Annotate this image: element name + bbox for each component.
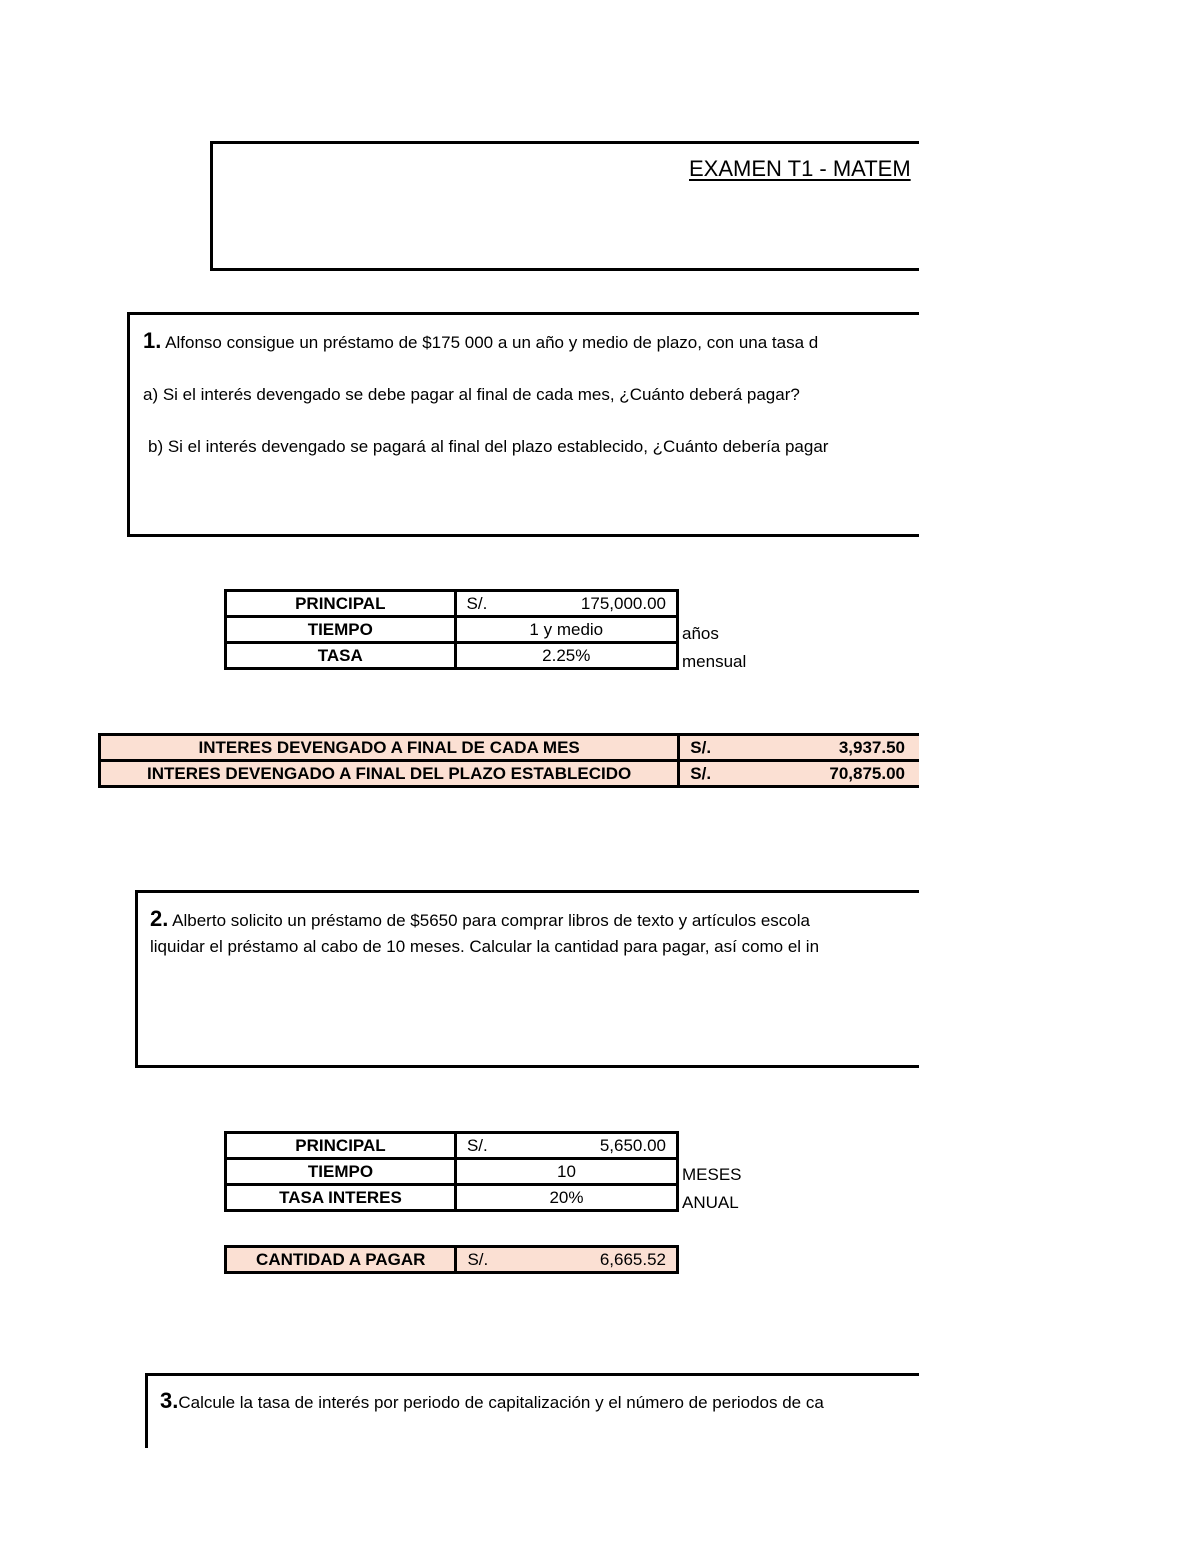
- result-value: 6,665.52: [599, 1250, 666, 1269]
- problem-2-statement: [150, 906, 810, 932]
- unit-label: ANUAL: [682, 1193, 739, 1212]
- problem-1-part-a: a) Si el interés devengado se debe pagar al final de cada mes, ¿Cuánto deberá pagar?: [143, 385, 800, 404]
- problem-2-number: 2.: [150, 906, 169, 931]
- row-label: TASA: [226, 643, 456, 669]
- row-value-cell: [455, 1133, 677, 1159]
- problem-2-statement-line-2: liquidar el préstamo al cabo de 10 meses. Calcular la cantidad para pagar, así como el in: [150, 937, 820, 956]
- table-row: [226, 1247, 678, 1273]
- row-value: 20%: [455, 1185, 677, 1211]
- result-label: INTERES DEVENGADO A FINAL DE CADA MES: [100, 735, 679, 761]
- problem-2-text: Alberto solicito un préstamo de $5650 para comprar libros de texto y artículos escola: [172, 911, 810, 930]
- currency-symbol: S/.: [466, 594, 488, 613]
- table-row: [226, 591, 678, 617]
- row-value: 175,000.00: [580, 594, 666, 613]
- problem-1-number: 1.: [143, 328, 162, 353]
- table-row: [100, 761, 920, 787]
- table-row: [226, 1133, 678, 1159]
- currency-symbol: S/.: [466, 1136, 488, 1155]
- row-label: PRINCIPAL: [226, 591, 456, 617]
- page-title: EXAMEN T1 - MATEM: [689, 156, 911, 181]
- row-label: TASA INTERES: [226, 1185, 456, 1211]
- table-row: [226, 1159, 678, 1185]
- row-label: PRINCIPAL: [226, 1133, 456, 1159]
- result-value: 3,937.50: [838, 738, 905, 757]
- problem-3-text: Calcule la tasa de interés por periodo de capitalización y el número de periodos de ca: [178, 1393, 824, 1412]
- problem-3-statement: [160, 1388, 824, 1414]
- row-value: 10: [455, 1159, 677, 1185]
- currency-symbol: S/.: [690, 764, 712, 783]
- result-label: INTERES DEVENGADO A FINAL DEL PLAZO ESTABLECIDO: [100, 761, 679, 787]
- row-label: TIEMPO: [226, 1159, 456, 1185]
- problem-3-number: 3.: [160, 1388, 179, 1413]
- unit-label: MESES: [682, 1165, 742, 1184]
- currency-symbol: S/.: [690, 738, 712, 757]
- result-label: CANTIDAD A PAGAR: [226, 1247, 456, 1273]
- table-row: [226, 1185, 678, 1211]
- row-value: 2.25%: [455, 643, 677, 669]
- problem-1-part-b: b) Si el interés devengado se pagará al final del plazo establecido, ¿Cuánto debería pagar: [148, 437, 829, 456]
- result-value-cell: [679, 761, 919, 787]
- row-value: 5,650.00: [599, 1136, 666, 1155]
- row-value: 1 y medio: [455, 617, 677, 643]
- problem-2-data-table: [224, 1131, 679, 1212]
- problem-1-results-table: [98, 733, 919, 788]
- problem-1-text: Alfonso consigue un préstamo de $175 000 a un año y medio de plazo, con una tasa d: [165, 333, 819, 352]
- table-row: [226, 617, 678, 643]
- row-value-cell: [455, 591, 677, 617]
- table-row: [100, 735, 920, 761]
- unit-label: años: [682, 624, 719, 643]
- table-row: [226, 643, 678, 669]
- result-value: 70,875.00: [829, 764, 905, 783]
- currency-symbol: S/.: [467, 1250, 489, 1269]
- result-value-cell: [456, 1247, 678, 1273]
- problem-1-statement: [143, 328, 818, 354]
- row-label: TIEMPO: [226, 617, 456, 643]
- unit-label: mensual: [682, 652, 747, 671]
- problem-2-result-table: [224, 1245, 679, 1274]
- problem-1-data-table: [224, 589, 679, 670]
- result-value-cell: [679, 735, 919, 761]
